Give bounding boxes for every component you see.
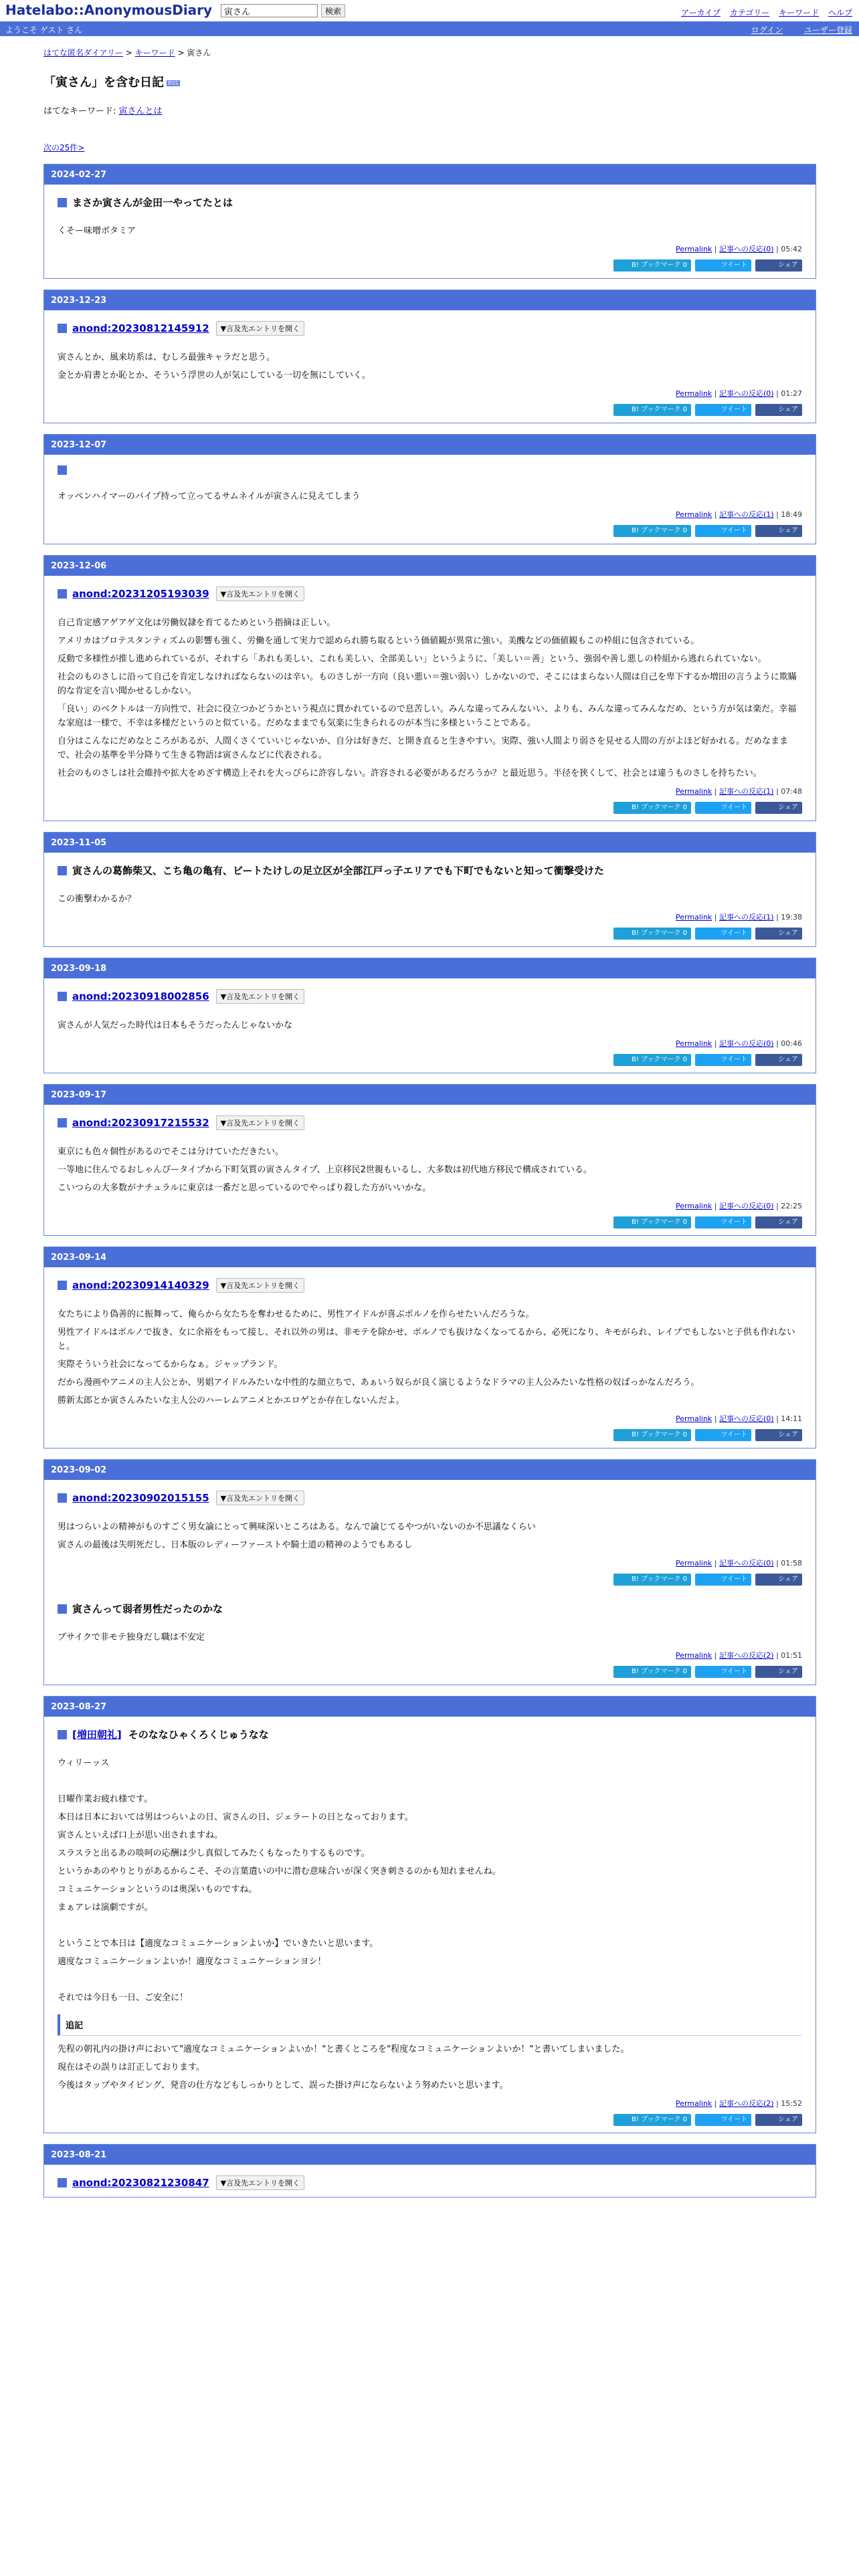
entry-paragraph: オッペンハイマーのパイプ持って立ってるサムネイルが寅さんに見えてしまう [58,492,361,502]
entry-paragraph [58,1973,802,1987]
entry-time: 19:38 [781,913,802,922]
entry-square-icon [58,1281,67,1290]
reaction-link[interactable]: 記事への反応(0) [719,389,774,398]
entry-paragraph: 寅さんが人気だった時代は日本もそうだったんじゃないかな [58,1021,293,1031]
entry-date: 2023-11-05 [44,833,816,853]
keyword-link[interactable]: 寅さんとは [118,106,163,116]
entry-time: 05:42 [781,245,802,253]
entry-title-text: 寅さんって弱者男性だったのかな [72,1603,223,1615]
nav-keyword-link[interactable]: キーワード [779,8,820,17]
entry-paragraph: 本日は日本においては男はつらいよの日、寅さんの日、ジェラートの日となっております。 [58,1812,413,1822]
facebook-share-button[interactable]: シェア [755,802,802,814]
entry-body [44,1105,816,1235]
entry-date: 2023-12-06 [44,556,816,576]
share-buttons [58,1054,802,1066]
facebook-share-button[interactable]: シェア [755,1054,802,1066]
entry-paragraph: スラスラと出るあの啖呵の応酬は少し真似してみたくもなったりするものです。 [58,1848,370,1858]
entry-meta: Permalink | 記事への反応(0) | 00:46 [676,1039,802,1048]
permalink-link[interactable]: Permalink [676,245,712,253]
entry-title-text: まさか寅さんが金田一やってたとは [72,197,233,209]
entry-section [43,164,816,279]
facebook-share-button[interactable]: シェア [755,928,802,940]
entry-body [44,455,816,544]
entry-meta: Permalink | 記事への反応(0) | 05:42 [676,245,802,253]
hatena-bookmark-button[interactable]: B! ブックマーク 0 [613,259,691,272]
entry-meta: Permalink | 記事への反応(2) | 01:51 [676,1651,802,1660]
share-buttons [58,404,802,416]
entry-section [43,555,816,821]
entry-body [44,853,816,946]
facebook-share-button[interactable]: シェア [755,2114,802,2126]
breadcrumb: はてな匿名ダイアリー > キーワード > 寅さん [43,48,211,58]
entry-paragraph: ウィリーッス [58,1758,110,1768]
open-reference-button[interactable]: ▼言及先エントリを開く [216,1115,304,1130]
entry-section [43,1696,816,2133]
entry-title-prefix-link[interactable]: [増田朝礼] [72,1729,122,1741]
entry-paragraph: 寅さんといえば口上が思い出されますね。 [58,1830,223,1840]
facebook-share-button[interactable]: シェア [755,1429,802,1441]
entry-body [44,1480,816,1685]
permalink-link[interactable]: Permalink [676,1414,712,1423]
entry-meta: Permalink | 記事への反応(1) | 19:38 [676,913,802,922]
entry-time: 01:51 [781,1651,802,1660]
entry-body [44,310,816,423]
entry-body [44,1267,816,1448]
entry-time: 01:27 [781,389,802,398]
entry-square-icon [58,1730,67,1739]
entry-square-icon [58,992,67,1001]
tweet-button[interactable]: ツイート [695,1054,751,1066]
permalink-link[interactable]: Permalink [676,1559,712,1568]
entry-time: 18:49 [781,510,802,519]
entry-title [58,1602,802,1616]
hatena-bookmark-button[interactable]: B! ブックマーク 0 [613,525,691,537]
entry-title [58,1115,802,1130]
entry-paragraph: この衝撃わかるか？ [58,894,136,904]
entry-title-link[interactable]: anond:20230917215532 [72,1117,209,1129]
entry-square-icon [58,198,67,207]
permalink-link[interactable]: Permalink [676,2099,712,2108]
entry-paragraph: というかあのやりとりがあるからこそ、その言葉遣いの中に潜む意味合いが深く突き刺さるのかも知れませんね。 [58,1866,501,1876]
breadcrumb-current: 寅さん [187,48,211,58]
register-link[interactable]: ユーザー登録 [803,25,852,35]
entry-title-link[interactable]: anond:20230902015155 [72,1492,209,1504]
entry-date: 2023-09-17 [44,1085,816,1105]
hatena-bookmark-button[interactable]: B! ブックマーク 0 [613,1574,691,1586]
entry-time: 00:46 [781,1039,802,1048]
entry-meta: Permalink | 記事への反応(0) | 01:58 [676,1559,802,1568]
hatena-bookmark-button[interactable]: B! ブックマーク 0 [613,1054,691,1066]
tweet-button[interactable]: ツイート [695,259,751,272]
entry-time: 22:25 [781,1202,802,1210]
main-content [43,47,816,2197]
tweet-button[interactable]: ツイート [695,928,751,940]
facebook-share-button[interactable]: シェア [755,1666,802,1678]
entry-paragraph: 社会のものさしは社会維持や拡大をめざす構造上それを大っぴらに許容しない。許容される必要があるだろうか？と最近思う。半径を狭くして、社会とは違うものさしを持ちたい。 [58,768,762,778]
permalink-link[interactable]: Permalink [676,913,712,922]
entry-paragraph: だから漫画やアニメの主人公とか、男娼アイドルみたいな中性的な顔立ちで、あぁいう奴らが良く演じるようなドラマの主人公みたいな性格の奴ばっかなんだろう。 [58,1378,700,1388]
entry-paragraph: 反動で多様性が推し進められているが、それすら「あれも美しい、これも美しい、全部美しい」というように、「美しい＝善」という、強弱や善し悪しの枠組から逃れられていない。 [58,654,767,664]
entry-date: 2023-12-07 [44,435,816,455]
facebook-share-button[interactable]: シェア [755,1574,802,1586]
entry-date: 2023-09-14 [44,1247,816,1267]
hatena-bookmark-button[interactable]: B! ブックマーク 0 [613,404,691,416]
entry-time: 14:11 [781,1414,802,1423]
keyword-line: はてなキーワード: 寅さんとは [43,106,163,116]
facebook-share-button[interactable]: シェア [755,259,802,272]
hatena-bookmark-button[interactable]: B! ブックマーク 0 [613,1666,691,1678]
facebook-share-button[interactable]: シェア [755,1216,802,1228]
rss-icon[interactable]: RSS [168,80,179,86]
entry-date: 2023-09-02 [44,1460,816,1480]
entry-paragraph: 寅さんとか、風来坊系は、むしろ最強キャラだと思う。 [58,352,276,362]
entry-paragraph: こいつらの大多数がナチュラルに東京は一番だと思っているのでやっぱり殺した方がいいかな。 [58,1183,432,1193]
permalink-link[interactable]: Permalink [676,787,712,796]
entry-title-text: そのななひゃくろくじゅうなな [128,1729,269,1741]
entry-date: 2024-02-27 [44,165,816,185]
breadcrumb-keyword[interactable]: キーワード [134,48,175,58]
entry-title [58,1278,802,1293]
facebook-share-button[interactable]: シェア [755,404,802,416]
entry-title-link[interactable]: anond:20230914140329 [72,1279,209,1291]
open-reference-button[interactable]: ▼言及先エントリを開く [216,321,304,336]
entry-square-icon [58,589,67,599]
permalink-link[interactable]: Permalink [676,510,712,519]
entry-section [43,1084,816,1236]
permalink-link[interactable]: Permalink [676,1651,712,1660]
entry-paragraph: 日曜作業お疲れ様です。 [58,1794,153,1804]
entry-title [58,1727,802,1741]
entry-title [58,1491,802,1505]
tweet-button[interactable]: ツイート [695,2114,751,2126]
entry-paragraph: 男性アイドルはポルノで抜き、女に余裕をもって接し、それ以外の男は、非モテを除かせ、ポルノでも抜けなくなってるから、必死になり、キモがられ、レイプでもしないと子供も作れないと。 [58,1327,795,1352]
open-reference-button[interactable]: ▼言及先エントリを開く [216,1278,304,1293]
tweet-button[interactable]: ツイート [695,1429,751,1441]
entry-date: 2023-09-18 [44,958,816,978]
entry-meta: Permalink | 記事への反応(2) | 15:52 [676,2099,802,2108]
open-reference-button[interactable]: ▼言及先エントリを開く [216,586,304,601]
entry-time: 01:58 [781,1559,802,1568]
entry-square-icon [58,465,67,475]
reaction-link[interactable]: 記事への反応(0) [719,245,774,253]
reaction-link[interactable]: 記事への反応(1) [719,787,774,796]
entry-square-icon [58,1493,67,1503]
reaction-link[interactable]: 記事への反応(1) [719,913,774,922]
entry-square-icon [58,1118,67,1128]
entry-paragraph: アメリカはプロテスタンティズムの影響も強く、労働を通して実力で認められ勝ち取るという価値観が異常に強い。美醜などの価値観もこの枠組に包含されている。 [58,636,700,646]
entry-title [58,989,802,1004]
hatena-bookmark-button[interactable]: B! ブックマーク 0 [613,1216,691,1228]
entry-meta: Permalink | 記事への反応(0) | 22:25 [676,1202,802,1210]
note-heading: 追記 [58,2014,802,2036]
entry-paragraph: 勝新太郎とか寅さんみたいな主人公のハーレムアニメとかエロゲとか存在しないんだよ。 [58,1396,405,1406]
hatena-bookmark-button[interactable]: B! ブックマーク 0 [613,2114,691,2126]
entry-section [43,290,816,423]
top-nav [674,7,852,18]
reaction-link[interactable]: 記事への反応(1) [719,510,774,519]
permalink-link[interactable]: Permalink [676,1039,712,1048]
entry-paragraph: コミュニケーションというのは奥深いものですね。 [58,1885,258,1895]
tweet-button[interactable]: ツイート [695,1216,751,1228]
entry-date: 2023-08-27 [44,1697,816,1717]
site-logo[interactable]: Hatelabo::AnonymousDiary [5,2,213,18]
entry-body [44,576,816,821]
entry-section [43,434,816,544]
entry-paragraph: 一等地に住んでるおしゃんぴータイプから下町気質の寅さんタイプ、上京移民2世親もいるし、大多数は初代地方移民で構成されている。 [58,1165,592,1175]
entry-paragraph: 東京にも色々個性があるのでそこは分けていただきたい。 [58,1147,284,1157]
entry-body [44,1717,816,2133]
entry-section [43,1247,816,1448]
entry-time: 07:48 [781,787,802,796]
entry-title-text: 寅さんの葛飾柴又、こち亀の亀有、ビートたけしの足立区が全部江戸っ子エリアでも下町でもないと知って衝撃受けた [72,865,604,877]
entry-body [44,2165,816,2197]
note-paragraph: 先程の朝礼内の掛け声において"適度なコミュニケーションよいか！"と書くところを"程度なコミュニケーションよいか！"と書いてしまいました。 [58,2044,630,2054]
entry-paragraph: 社会のものさしに沿って自己を肯定しなければならないのは辛い。ものさしが一方向（良い悪い＝強い弱い）しかないので、そこにはまらない人間は自己を卑下するか増田の言うように欺瞞的な肯定を言い聞かせるしかない。 [58,672,797,696]
hatena-bookmark-button[interactable]: B! ブックマーク 0 [613,802,691,814]
entry-paragraph: ブサイクで非モテ独身だし職は不安定 [58,1632,205,1642]
share-buttons [58,525,802,537]
entry-paragraph: それでは今日も一日、ご安全に！ [58,1993,189,2003]
entry-title [58,2175,802,2190]
entry-section [43,958,816,1073]
entry-title [58,465,802,475]
entry-paragraph: 女たちにより偽善的に振舞って、俺らから女たちを奪わせるために、男性アイドルが喜ぶポルノを作らせたいんだろうな。 [58,1309,535,1319]
share-buttons [58,1429,802,1441]
hatena-bookmark-button[interactable]: B! ブックマーク 0 [613,928,691,940]
entry-time: 15:52 [781,2099,802,2108]
page-title: 「寅さん」を含む日記 RSS [43,76,179,90]
share-buttons [58,2114,802,2126]
entry-title-link[interactable]: anond:20230821230847 [72,2177,209,2189]
entry-section [43,832,816,947]
entry-paragraph: 男はつらいよの精神がものすごく男女論にとって興味深いところはある。なんで論じてるやつがいないのか不思議なくらい [58,1522,536,1532]
note-paragraph: 現在はその誤りは訂正しております。 [58,2062,205,2072]
share-buttons [58,1574,802,1586]
next-page-link[interactable]: 次の25件> [43,143,85,152]
entry-paragraph: ということで本日は【適度なコミュニケーションよいか】でいきたいと思います。 [58,1939,379,1949]
entry-square-icon [58,1604,67,1614]
entry-title-link[interactable]: anond:20231205193039 [72,588,209,600]
reaction-link[interactable]: 記事への反応(0) [719,1202,774,1210]
entry-title [58,586,802,601]
reaction-link[interactable]: 記事への反応(0) [719,1414,774,1423]
open-reference-button[interactable]: ▼言及先エントリを開く [216,2175,304,2190]
nav-archive-link[interactable]: アーカイブ [681,8,721,17]
entry-title [58,321,802,336]
entry-square-icon [58,324,67,333]
entry-section [43,2144,816,2197]
entry-paragraph: 「良い」のベクトルは一方向性で、社会に役立つかどうかという視点に貫かれているので息苦しい。みんな違ってみんないい、よりも、みんな違ってみんなだめ、という方が気は楽だ。幸福な家庭は一様で、不幸は多様だというのと似ている。だめなままでも気楽に生きられるのが本当に多様ということである。 [58,704,797,728]
entry-section [43,1459,816,1685]
reaction-link[interactable]: 記事への反応(0) [719,1559,774,1568]
entry-title [58,195,802,209]
entry-meta: Permalink | 記事への反応(1) | 18:49 [676,510,802,519]
entry-paragraph: 自分はこんなにだめなところがあるが、人間くさくていいじゃないか、自分は好きだ、と開き直ると生きやすい。実際、強い人間より弱さを見せる人間の方がよほど好かれる。だめなままで、社会の基準を半分降りて生きる物語は寅さんなどに代表される。 [58,736,789,760]
entry-gap [58,1586,802,1600]
entry-date: 2023-08-21 [44,2145,816,2165]
hatena-bookmark-button[interactable]: B! ブックマーク 0 [613,1429,691,1441]
share-buttons [58,928,802,940]
entry-title-link[interactable]: anond:20230812145912 [72,322,209,334]
open-reference-button[interactable]: ▼言及先エントリを開く [216,989,304,1004]
entry-paragraph: くそー味噌ボタミア [58,226,136,236]
entry-date: 2023-12-23 [44,290,816,310]
entry-paragraph [58,1919,802,1933]
tweet-button[interactable]: ツイート [695,1574,751,1586]
nav-category-link[interactable]: カテゴリー [729,8,770,17]
search-button[interactable]: 検索 [321,4,345,17]
entry-square-icon [58,866,67,875]
top-bar [0,0,859,21]
reaction-link[interactable]: 記事への反応(2) [719,1651,774,1660]
welcome-text: ようこそ ゲスト さん [5,25,83,35]
entry-paragraph: まぁアレは演劇ですが。 [58,1903,153,1913]
note-paragraph: 今後はタップやタイピング、発音の仕方などもしっかりとして、誤った掛け声にならないよう努めたいと思います。 [58,2080,508,2090]
entry-title [58,863,802,877]
tweet-button[interactable]: ツイート [695,802,751,814]
tweet-button[interactable]: ツイート [695,525,751,537]
entry-meta: Permalink | 記事への反応(1) | 07:48 [676,787,802,796]
entry-paragraph: 自己肯定感アゲアゲ文化は労働奴隷を育てるためという指摘は正しい。 [58,618,336,628]
entry-title-link[interactable]: anond:20230918002856 [72,990,209,1002]
login-link[interactable]: ログイン [751,25,783,35]
search-input[interactable] [221,4,318,17]
entry-paragraph: 寅さんの最後は失明死だし、日本版のレディーファーストや騎士道の精神のようでもあるし [58,1540,413,1550]
entry-body [44,978,816,1073]
tweet-button[interactable]: ツイート [695,404,751,416]
facebook-share-button[interactable]: シェア [755,525,802,537]
share-buttons [58,1216,802,1228]
nav-help-link[interactable]: ヘルプ [828,8,852,17]
entry-square-icon [58,2178,67,2187]
entry-paragraph: 金とか肩書とか恥とか、そういう浮世の人が気にしている一切を無にしていく。 [58,370,371,381]
reaction-link[interactable]: 記事への反応(2) [719,2099,774,2108]
share-buttons [58,802,802,814]
entry-paragraph: 実際そういう社会になってるからなぁ。ジャップランド。 [58,1360,283,1370]
entry-paragraph: 適度なコミュニケーションよいか！適度なコミュニケーションヨシ！ [58,1957,326,1967]
entry-meta: Permalink | 記事への反応(0) | 01:27 [676,389,802,398]
share-buttons [58,259,802,272]
open-reference-button[interactable]: ▼言及先エントリを開く [216,1491,304,1505]
entry-body [44,185,816,278]
entry-paragraph [58,1774,802,1788]
permalink-link[interactable]: Permalink [676,389,712,398]
entry-list [43,164,816,2197]
tweet-button[interactable]: ツイート [695,1666,751,1678]
breadcrumb-home[interactable]: はてな匿名ダイアリー [43,48,123,58]
permalink-link[interactable]: Permalink [676,1202,712,1210]
user-bar [0,21,859,36]
entry-meta: Permalink | 記事への反応(0) | 14:11 [676,1414,802,1423]
share-buttons [58,1666,802,1678]
reaction-link[interactable]: 記事への反応(0) [719,1039,774,1048]
